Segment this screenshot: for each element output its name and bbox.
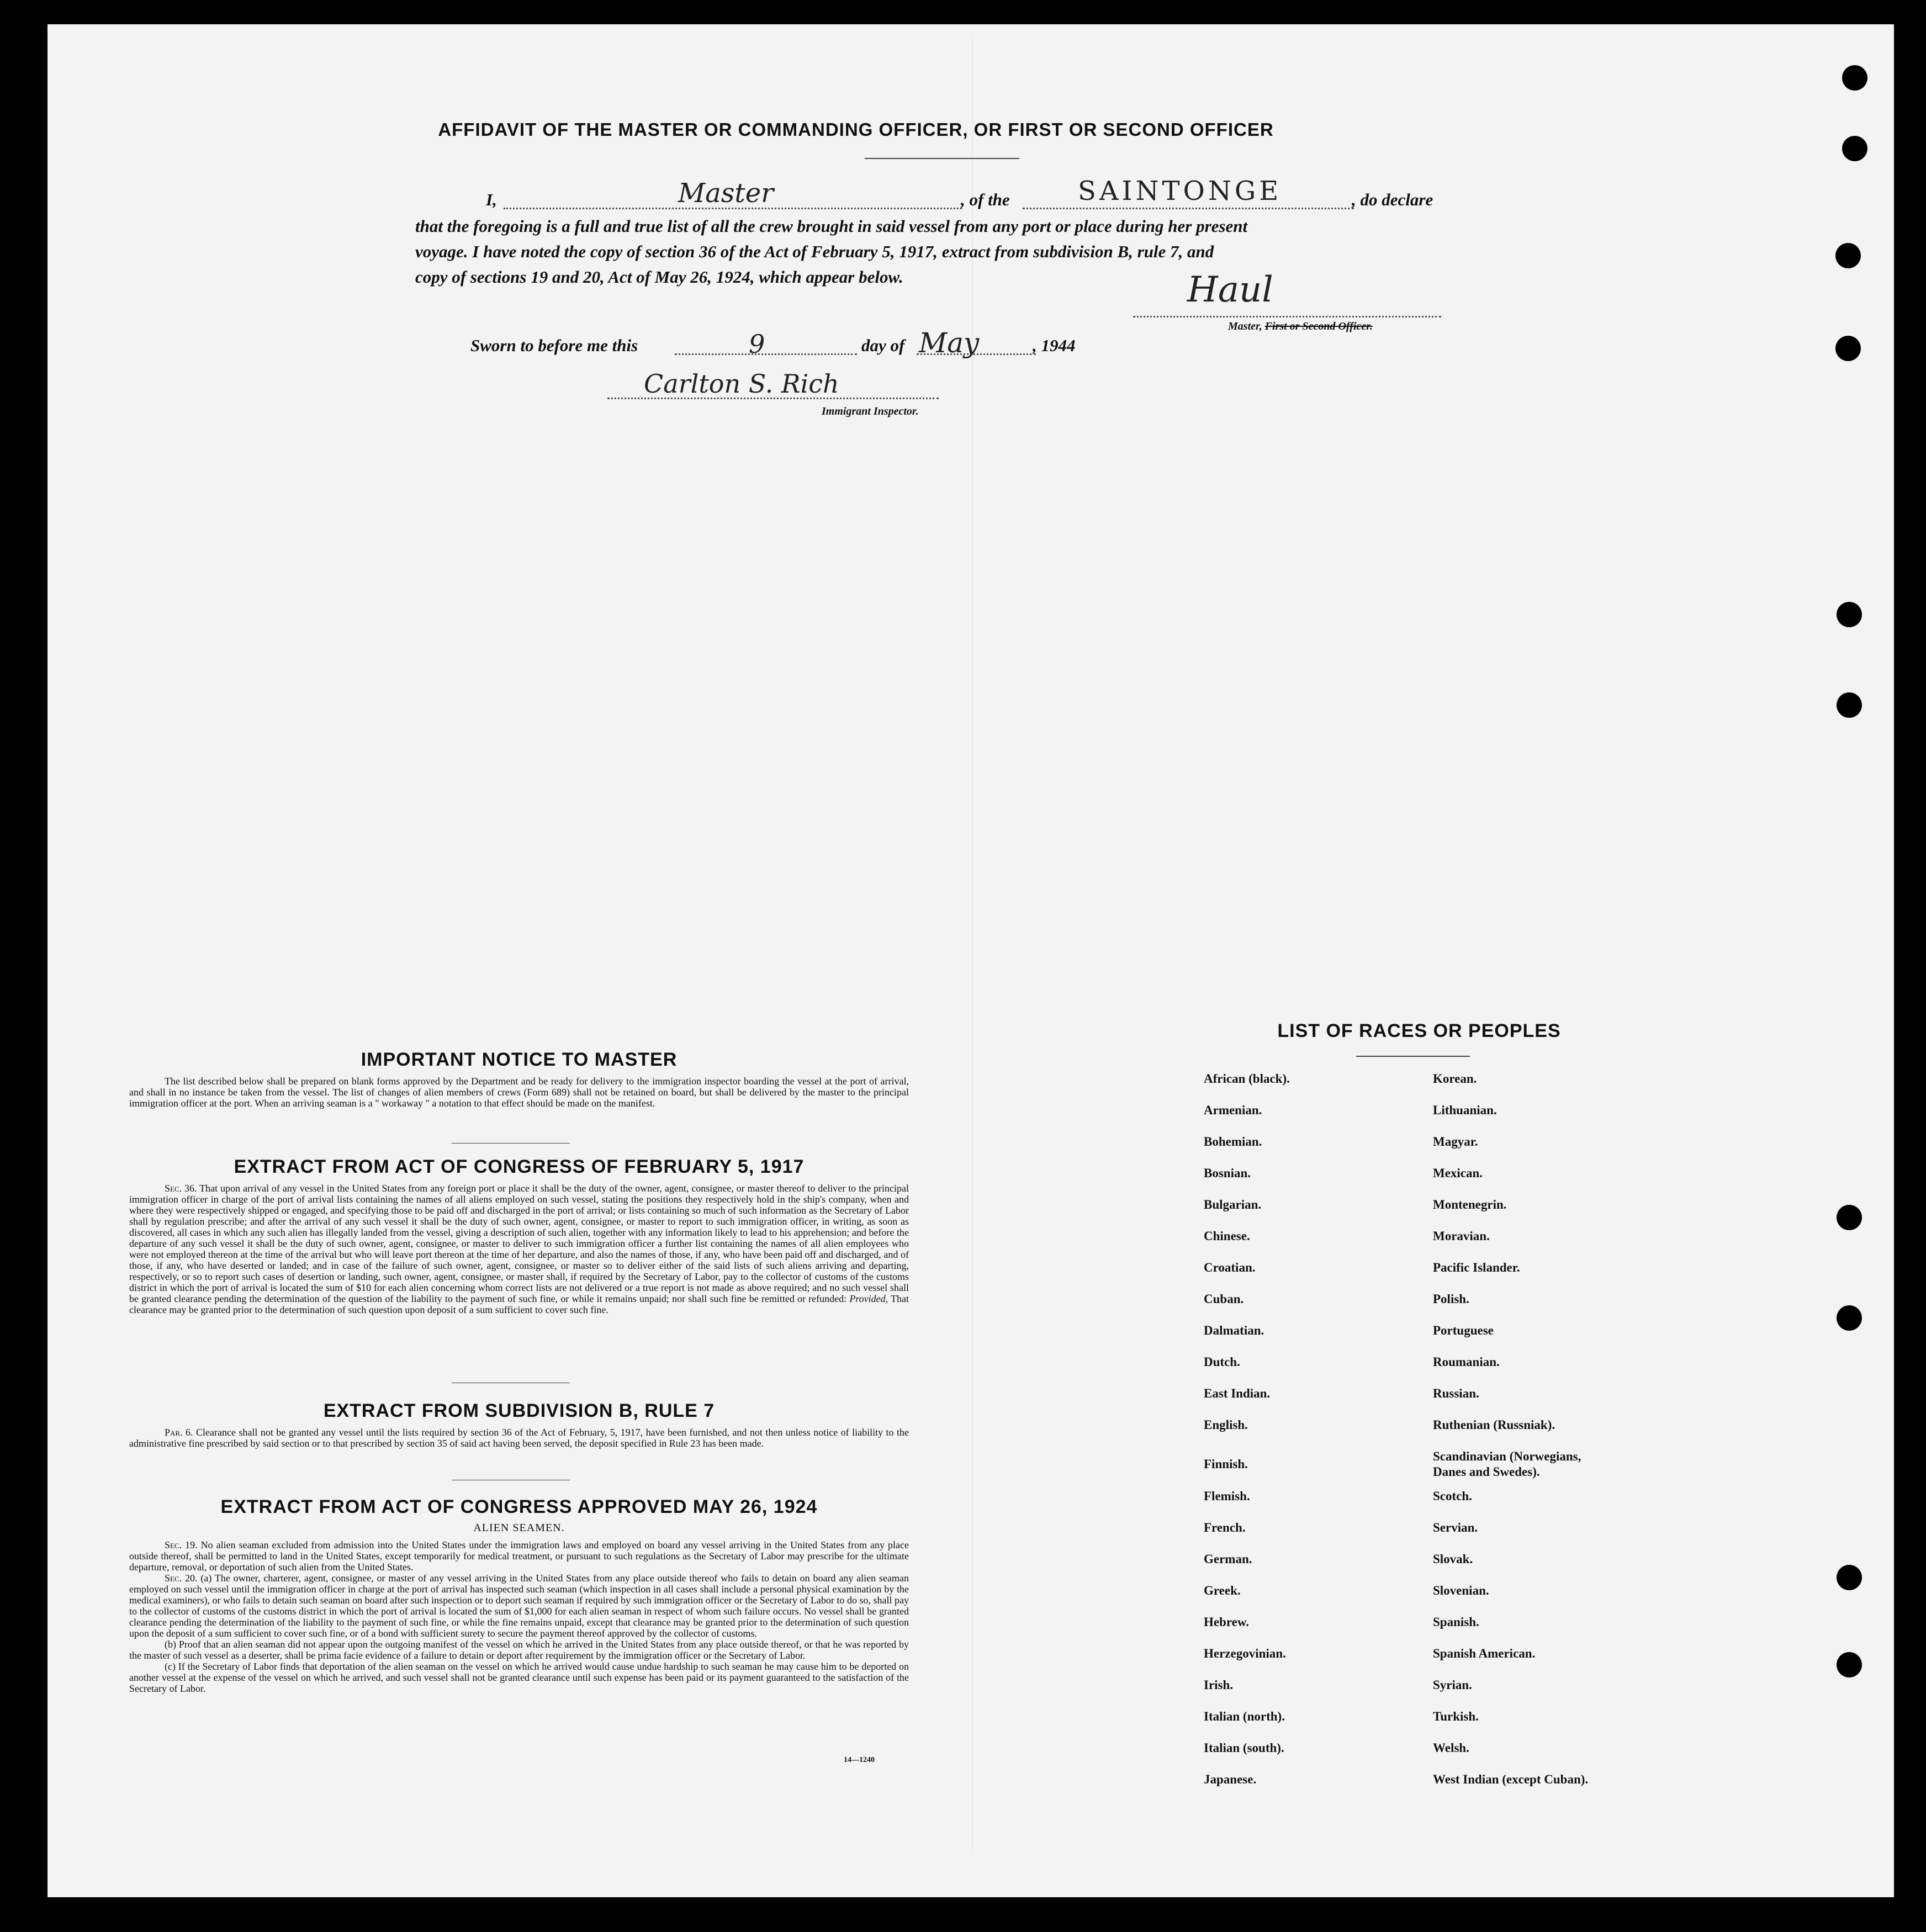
form-number: 14—1240 [844, 1756, 875, 1764]
races-row [1204, 1354, 1634, 1370]
sworn-day: 9 [749, 329, 765, 359]
race-left: English. [1204, 1418, 1248, 1432]
punch-hole [1835, 336, 1861, 361]
race-right: Turkish. [1433, 1709, 1479, 1723]
extract-rule7-text [129, 1427, 909, 1449]
master-caption-master: Master, [1228, 320, 1262, 332]
race-left: Flemish. [1204, 1489, 1250, 1503]
punch-hole [1837, 1565, 1862, 1590]
races-title-divider [1356, 1056, 1470, 1057]
par-6-label: Par. 6. [165, 1427, 193, 1438]
race-left: Dalmatian. [1204, 1324, 1264, 1337]
sec-19-label: Sec. 19. [165, 1539, 198, 1550]
race-right: Polish. [1433, 1292, 1469, 1306]
race-left: Bohemian. [1204, 1135, 1262, 1148]
race-left: Hebrew. [1204, 1615, 1249, 1629]
punch-hole [1835, 243, 1861, 268]
sworn-day-blank [675, 353, 857, 355]
sec-20-label: Sec. 20. [165, 1573, 198, 1584]
race-right: Russian. [1433, 1386, 1479, 1400]
race-right: Moravian. [1433, 1229, 1490, 1243]
race-right: Spanish. [1433, 1615, 1479, 1629]
title-divider [865, 158, 1019, 159]
race-left: African (black). [1204, 1072, 1290, 1086]
race-right: Korean. [1433, 1072, 1477, 1086]
race-left: Italian (south). [1204, 1741, 1284, 1755]
race-left: Dutch. [1204, 1355, 1240, 1369]
affidavit-line4: copy of sections 19 and 20, Act of May 26, 1924, which appear below. [415, 267, 903, 287]
race-left: Bulgarian. [1204, 1198, 1262, 1211]
punch-hole [1837, 692, 1862, 718]
race-right: Welsh. [1433, 1741, 1469, 1755]
inspector-caption: Immigrant Inspector. [822, 405, 919, 417]
race-left: French. [1204, 1521, 1246, 1534]
divider [452, 1143, 570, 1144]
races-row [1204, 1323, 1634, 1338]
races-row [1204, 1615, 1634, 1630]
races-row [1204, 1449, 1634, 1480]
races-row [1204, 1103, 1634, 1118]
race-right: Montenegrin. [1433, 1198, 1507, 1211]
races-row [1204, 1071, 1634, 1087]
races-list [1204, 1071, 1634, 1803]
sworn-prefix: Sworn to before me this [470, 336, 638, 355]
race-right: Slovenian. [1433, 1584, 1489, 1597]
race-right: Scandinavian (Norwegians, Danes and Swedes). [1433, 1449, 1581, 1479]
race-left: Japanese. [1204, 1772, 1257, 1786]
race-right: West Indian (except Cuban). [1433, 1772, 1589, 1786]
race-right: Lithuanian. [1433, 1103, 1497, 1117]
race-left: East Indian. [1204, 1386, 1271, 1400]
race-left: Bosnian. [1204, 1166, 1251, 1180]
races-row [1204, 1417, 1634, 1433]
sec-36-label: Sec. 36. [165, 1183, 197, 1194]
affidavit-line1-mid: , of the [961, 190, 1010, 209]
races-title: LIST OF RACES OR PEOPLES [1277, 1020, 1561, 1041]
affidavit-line1-suffix: , do declare [1352, 190, 1433, 209]
races-row [1204, 1291, 1634, 1307]
race-left: Cuban. [1204, 1292, 1244, 1306]
vessel-blank [1023, 208, 1354, 209]
race-right: Pacific Islander. [1433, 1261, 1520, 1274]
affidavit-line2: that the foregoing is a full and true list of all the crew brought in said vessel from any port or place during her present [415, 216, 1248, 236]
sworn-year: , 1944 [1033, 336, 1076, 355]
race-left: Croatian. [1204, 1261, 1256, 1274]
punch-hole [1837, 1652, 1862, 1677]
sec-20c-text: (c) If the Secretary of Labor finds that deportation of the alien seaman on the vessel on which he arrived would cause undue hardship to such seaman he may cause him to be deported on another vessel at the expense of the vessel on which he arrived, and such vessel shall not be granted clearance until such expense has been paid or its payment guaranteed to the satisfaction of the Secretary of Labor. [129, 1661, 909, 1694]
races-row [1204, 1583, 1634, 1598]
races-row [1204, 1197, 1634, 1213]
races-row [1204, 1552, 1634, 1567]
races-row [1204, 1709, 1634, 1724]
master-caption [1228, 320, 1373, 333]
punch-hole [1837, 602, 1862, 627]
races-row [1204, 1489, 1634, 1504]
race-left: Finnish. [1204, 1457, 1248, 1471]
races-row [1204, 1677, 1634, 1693]
sec-20b-text: (b) Proof that an alien seaman did not appear upon the outgoing manifest of the vessel on which he arrived in the United States from any place outside thereof, or that he was reported by the master of such vessel as a deserter, shall be prima facie evidence of a failure to detain or deport after requirement by the immigration officer or the Secretary of Labor. [129, 1639, 909, 1661]
sec-36-text-b: That clearance may be granted prior to the determination of such question upon deposit of a sum sufficient to cover such fine. [129, 1293, 909, 1315]
race-left: Armenian. [1204, 1103, 1262, 1117]
page-fold [972, 33, 973, 1855]
inspector-signature: Carlton S. Rich [644, 369, 839, 399]
race-left: Italian (north). [1204, 1709, 1285, 1723]
race-right: Roumanian. [1433, 1355, 1500, 1369]
affidavit-title: AFFIDAVIT OF THE MASTER OR COMMANDING OFFICER, OR FIRST OR SECOND OFFICER [438, 119, 1274, 140]
master-caption-struck: First or Second Officer. [1264, 320, 1373, 332]
master-signature: Haul [1187, 269, 1273, 310]
par-6-text: Clearance shall not be granted any vessel until the lists required by section 36 of the Act of February, 5, 1917, have been furnished, and not then unless notice of liability to the administrative fine prescribed by said section or to that prescribed by section 35 of said act having been served, the deposit specified in Rule 23 has been made. [129, 1427, 909, 1449]
sec-20a-text: (a) The owner, charterer, agent, consignee, or master of any vessel arriving in the United States from any place outside thereof who fails to detain on board any alien seaman employed on such vessel until the immigration officer in charge at the port of arrival has inspected such seaman (which inspection in all cases shall include a personal physical examination by the medical examiners), or who fails to detain such seaman on board after such inspection or to deport such seaman if required by such immigration officer or the Secretary of Labor to do so, shall pay to the collector of customs of the customs district in which the port of arrival is located the sum of $1,000 for each alien seaman in respect of whom such failure occurs. No vessel shall be granted clearance pending the determination of the liability to the payment of such fine, or while the fine remains unpaid, except that clearance may be granted prior to the determination of such question upon the deposit of a sum sufficient to cover such fine, or of a bond with sufficient surety to secure the payment thereof approved by the collector of customs. [129, 1573, 909, 1639]
affidavit-line1-prefix: I, [486, 190, 497, 209]
sec-36-text-a: That upon arrival of any vessel in the United States from any foreign port or place it shall be the duty of the owner, agent, consignee, or master thereof to deliver to the principal immigration officer in charge of the port of arrival lists containing the names of all aliens employed on such vessel, stating the positions they respectively hold in the ship's company, when and where they were respectively shipped or engaged, and specifying those to be paid off and discharged in the port of arrival; or lists containing so much of such information as the Secretary of Labor shall by regulation prescribe; and after the arrival of any such vessel it shall be the duty of such owner, agent, consignee, or master to report to such immigration officer, in writing, as soon as discovered, all cases in which any such alien has illegally landed from the vessel, giving a description of such alien, together with any information likely to lead to his apprehension; and before the departure of any such vessel it shall be the duty of such owner, agent, consignee, or master to deliver to such immigration officer a further list containing the names of all alien employees who were not employed thereon at the time of the arrival but who will leave port thereon at the time of her departure, and also the names of those, if any, who have been paid off and discharged, and of those, if any, who have deserted or landed; and in case of the failure of such owner, agent, consignee, or master so to deliver either of the said lists of such aliens arriving and departing, respectively, or so to report such cases of desertion or landing, such owner, agent, consignee, or master shall, if required by the Secretary of Labor, pay to the collector of customs of the customs district in which the port of arrival is located the sum of $10 for each alien concerning whom correct lists are not delivered or a true report is not made as above required; and no such vessel shall be granted clearance pending the determination of the question of the liability to the payment of such fine, or while it remains unpaid; nor shall such fine be remitted or refunded: [129, 1183, 909, 1304]
race-right: Mexican. [1433, 1166, 1483, 1180]
punch-hole [1837, 1205, 1862, 1230]
inspector-signature-line [607, 398, 939, 399]
extract-1917-title: EXTRACT FROM ACT OF CONGRESS OF FEBRUARY 5, 1917 [234, 1156, 805, 1177]
race-left: Greek. [1204, 1584, 1241, 1597]
extract-1924-title: EXTRACT FROM ACT OF CONGRESS APPROVED MAY 26, 1924 [220, 1496, 818, 1517]
races-row [1204, 1740, 1634, 1756]
races-row [1204, 1386, 1634, 1401]
race-left: Chinese. [1204, 1229, 1250, 1243]
extract-rule7-title: EXTRACT FROM SUBDIVISION B, RULE 7 [323, 1400, 715, 1421]
races-row [1204, 1166, 1634, 1181]
race-left: Herzegovinian. [1204, 1647, 1286, 1660]
races-row [1204, 1260, 1634, 1275]
extract-1917-text [129, 1183, 909, 1315]
vessel-handwritten: SAINTONGE [1078, 176, 1282, 207]
race-right: Ruthenian (Russniak). [1433, 1418, 1555, 1432]
race-right: Slovak. [1433, 1552, 1473, 1566]
extract-1924-subtitle: ALIEN SEAMEN. [473, 1522, 565, 1534]
races-row [1204, 1520, 1634, 1536]
races-row [1204, 1772, 1634, 1787]
race-right: Spanish American. [1433, 1647, 1536, 1660]
punch-hole [1842, 65, 1867, 91]
races-row [1204, 1646, 1634, 1661]
race-right: Servian. [1433, 1521, 1478, 1534]
officer-handwritten: Master [678, 178, 774, 209]
sec-36-proviso: Provided, [849, 1293, 888, 1304]
race-right: Scotch. [1433, 1489, 1472, 1503]
punch-hole [1842, 136, 1867, 161]
affidavit-line3: voyage. I have noted the copy of section 36 of the Act of February 5, 1917, extract from subdivision B, rule 7, and [415, 242, 1214, 261]
race-left: Irish. [1204, 1678, 1234, 1692]
races-row [1204, 1134, 1634, 1150]
master-signature-line [1133, 316, 1441, 317]
race-right: Magyar. [1433, 1135, 1478, 1148]
sec-19-text: No alien seaman excluded from admission into the United States under the immigration laws and employed on board any vessel arriving in the United States from any place outside thereof, shall be permitted to land in the United States, except temporarily for medical treatment, or pursuant to such regulations as the Secretary of Labor may prescribe for the ultimate departure, removal, or deportation of such alien from the United States. [129, 1539, 909, 1573]
notice-title: IMPORTANT NOTICE TO MASTER [361, 1049, 678, 1070]
race-left: German. [1204, 1552, 1252, 1566]
race-right: Portuguese [1433, 1324, 1494, 1337]
punch-hole [1837, 1305, 1862, 1331]
sworn-day-label: day of [861, 336, 905, 355]
notice-text: The list described below shall be prepared on blank forms approved by the Department and be ready for delivery to the immigration inspector boarding the vessel at the port of arrival, and shall in no instance be taken from the vessel. The list of changes of alien members of crews (Form 689) shall not be retained on board, but shall be delivered by the master to the principal immigration officer at the port. When an arriving seaman is a " workaway " a notation to that effect should be made on the manifest. [129, 1076, 909, 1109]
sworn-month: May [919, 327, 980, 359]
race-right: Syrian. [1433, 1678, 1472, 1692]
extract-1924-text [129, 1539, 909, 1694]
races-row [1204, 1229, 1634, 1244]
